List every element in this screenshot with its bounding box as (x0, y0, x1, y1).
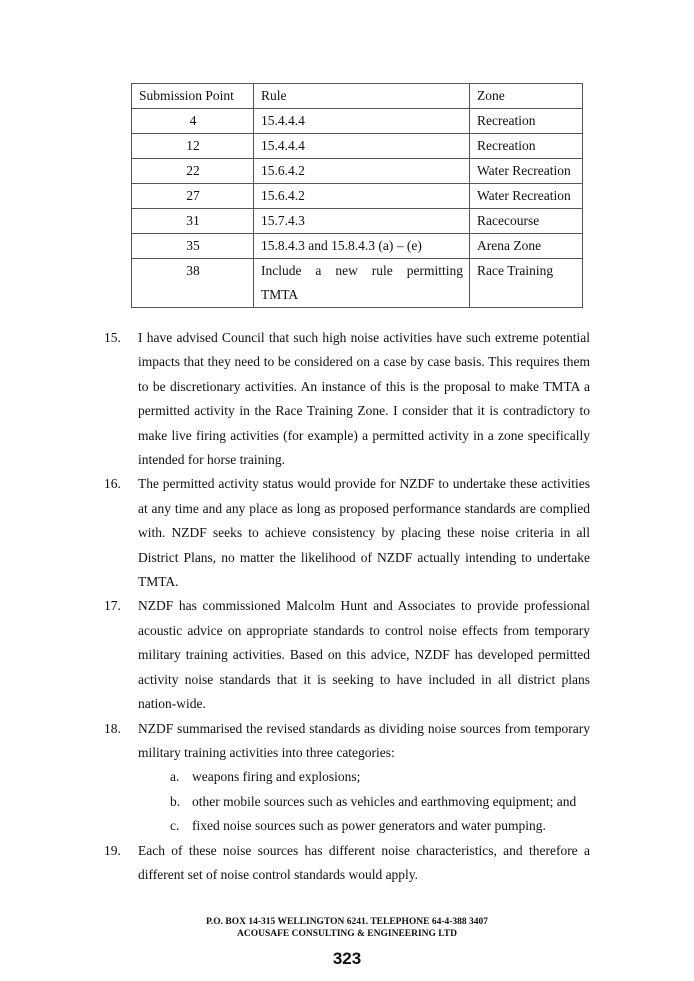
cell-rule: 15.7.4.3 (254, 209, 470, 234)
submission-table (131, 83, 583, 308)
cell-zone: Recreation (470, 134, 583, 159)
footer-address: P.O. BOX 14-315 WELLINGTON 6241. TELEPHONE 64-4-388 3407 (205, 917, 489, 927)
cell-rule: 15.8.4.3 and 15.8.4.3 (a) – (e) (254, 234, 470, 259)
list-item-letter: b. (170, 793, 181, 809)
cell-point: 27 (132, 184, 254, 209)
cell-zone: Recreation (470, 109, 583, 134)
paragraph-16 (104, 472, 590, 594)
footer-company: ACOUSAFE CONSULTING & ENGINEERING LTD (237, 929, 457, 939)
cell-rule: 15.4.4.4 (254, 109, 470, 134)
numbered-paragraphs (104, 326, 590, 887)
paragraph-number: 19. (104, 842, 121, 858)
cell-zone: Water Recreation (470, 159, 583, 184)
table-header-row (132, 84, 583, 109)
table-row (132, 109, 583, 134)
cell-zone: Race Training (470, 259, 583, 308)
table-row (132, 159, 583, 184)
list-item (170, 765, 590, 789)
paragraph-15 (104, 326, 590, 472)
cell-rule-line1: Include a new rule permitting (261, 263, 463, 278)
cell-zone: Arena Zone (470, 234, 583, 259)
paragraph-17 (104, 594, 590, 716)
paragraph-19 (104, 839, 590, 888)
paragraph-18 (104, 717, 590, 766)
table-row (132, 184, 583, 209)
cell-rule (254, 259, 470, 308)
cell-rule: 15.6.4.2 (254, 184, 470, 209)
paragraph-text: I have advised Council that such high noise activities have such extreme potential impacts that they need to be considered on a case by case basis. This requires them to be discretionary activities. An instance of this is the proposal to make TMTA a permitted activity in the Race Training Zone. I consider that it is contradictory to make live firing activities (for example) a permitted activity in a zone specifically intended for horse training. (138, 330, 590, 468)
paragraph-number: 18. (104, 720, 121, 736)
cell-point: 35 (132, 234, 254, 259)
paragraph-number: 17. (104, 598, 121, 614)
cell-zone: Water Recreation (470, 184, 583, 209)
table-row (132, 234, 583, 259)
list-item-letter: c. (170, 818, 180, 834)
paragraph-text: NZDF summarised the revised standards as dividing noise sources from temporary military training activities into three categories: (138, 720, 590, 760)
paragraph-number: 15. (104, 330, 121, 345)
cell-point: 22 (132, 159, 254, 184)
paragraph-text: Each of these noise sources has different noise characteristics, and therefore a different set of noise control standards would apply. (138, 842, 590, 882)
list-item-text: other mobile sources such as vehicles and earthmoving equipment; and (192, 793, 577, 809)
cell-point: 4 (132, 109, 254, 134)
paragraph-text: The permitted activity status would provide for NZDF to undertake these activities at any time and any place as long as proposed performance standards are complied with. NZDF seeks to achieve consistency by placing these noise criteria in all District Plans, no matter the likelihood of NZDF actually intending to undertake TMTA. (138, 476, 590, 590)
cell-point: 38 (132, 259, 254, 308)
header-submission-point: Submission Point (132, 84, 254, 109)
cell-point: 12 (132, 134, 254, 159)
cell-rule: 15.6.4.2 (254, 159, 470, 184)
table-row (132, 209, 583, 234)
cell-point: 31 (132, 209, 254, 234)
page-number: 323 (332, 949, 362, 968)
list-item-text: weapons firing and explosions; (192, 769, 361, 785)
cell-rule: 15.4.4.4 (254, 134, 470, 159)
list-item (170, 814, 590, 838)
table-row (132, 259, 583, 308)
list-item (170, 790, 590, 814)
header-rule: Rule (254, 84, 470, 109)
header-zone: Zone (470, 84, 583, 109)
paragraph-text: NZDF has commissioned Malcolm Hunt and Associates to provide professional acoustic advice on appropriate standards to control noise effects from temporary military training activities. Based on this advice, NZDF has developed permitted activity noise standards that it is seeking to have included in all district plans nation-wide. (138, 598, 590, 712)
list-item-letter: a. (170, 769, 180, 785)
table-row (132, 134, 583, 159)
list-item-text: fixed noise sources such as power generators and water pumping. (192, 818, 546, 834)
paragraph-number: 16. (104, 476, 121, 492)
cell-zone: Racecourse (470, 209, 583, 234)
cell-rule-line2: TMTA (261, 287, 299, 302)
